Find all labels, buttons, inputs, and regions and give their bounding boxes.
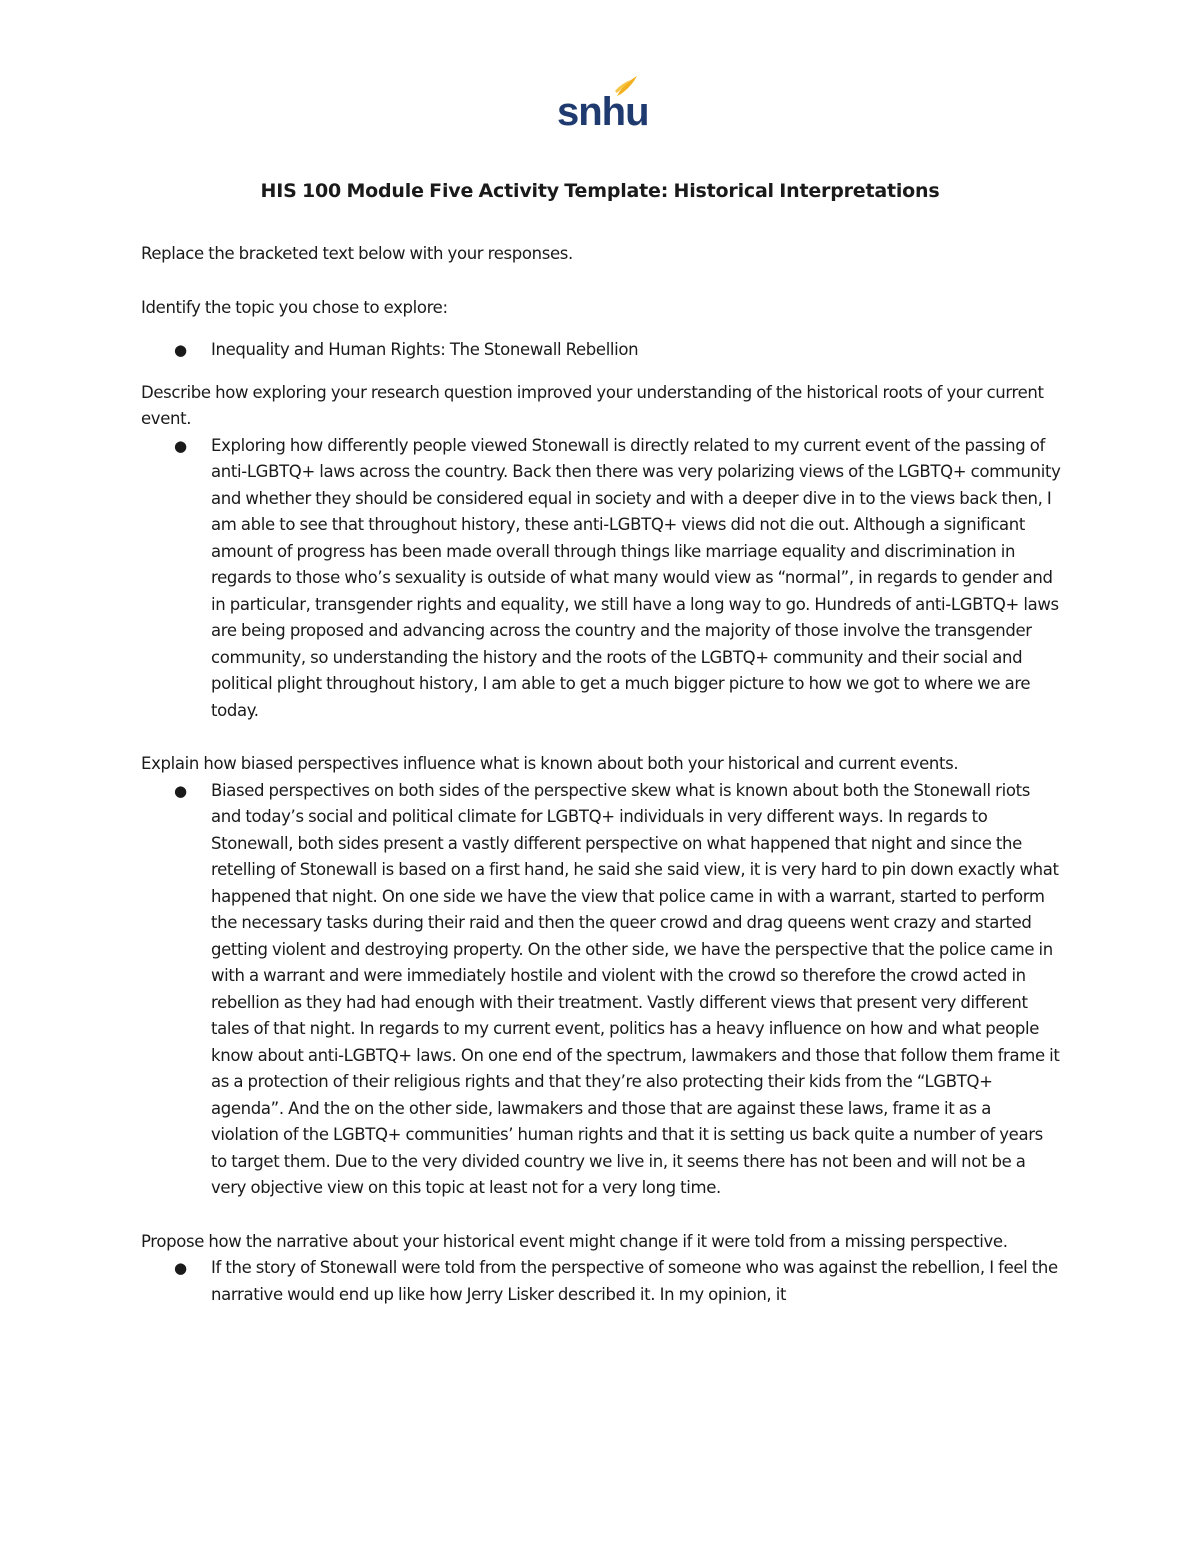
snhu-logo bbox=[553, 74, 649, 134]
section-prompt: Explain how biased perspectives influence what is known about both your historical and current events. bbox=[141, 754, 959, 773]
section-response: Exploring how differently people viewed Stonewall is directly related to my current event of the passing of anti-LGBTQ+ laws across the country. Back then there was very polarizing views of the LGBTQ+ community and whether they should be considered equal in society and with a deeper dive in to the views back then, I am able to see that throughout history, these anti-LGBTQ+ views did not die out. Although a significant amount of progress has been made overall through things like marriage equality and discrimination in regards to those who’s sexuality is outside of what many would view as “normal”, in regards to gender and in particular, transgender rights and equality, we still have a long way to go. Hundreds of anti-LGBTQ+ laws are being proposed and advancing across the country and the majority of those involve the transgender community, so understanding the history and the roots of the LGBTQ+ community and their social and political plight throughout history, I am able to get a much bigger picture to how we got to where we are today. bbox=[211, 435, 1061, 720]
section-prompt: Identify the topic you chose to explore: bbox=[141, 297, 448, 317]
bullet-icon: ● bbox=[174, 436, 187, 455]
bullet-icon: ● bbox=[174, 781, 187, 800]
bullet-icon: ● bbox=[174, 1259, 187, 1277]
section-prompt: Describe how exploring your research question improved your understanding of the historical roots of your current event. bbox=[141, 382, 1044, 428]
section-response: Biased perspectives on both sides of the perspective skew what is known about both the Stonewall riots and today’s social and political climate for LGBTQ+ individuals in very different ways. In regards to Stonewall, both sides present a vastly different perspective on what happened that night and since the retelling of Stonewall is based on a first hand, he said she said view, it is very hard to pin down exactly what happened that night. On one side we have the view that police came in with a warrant, started to perform the necessary tasks during their raid and then the queer crowd and drag queens went crazy and started getting violent and destroying property. On the other side, we have the perspective that the police came in with a warrant and were immediately hostile and violent with the crowd so therefore the crowd acted in rebellion as they had had enough with their treatment. Vastly different views that present very different tales of that night. In regards to my current event, politics has a heavy influence on how and what people know about anti-LGBTQ+ laws. On one end of the spectrum, lawmakers and those that follow them frame it as a protection of their religious rights and that they’re also protecting their kids from the “LGBTQ+ agenda”. And the on the other side, lawmakers and those that are against these laws, frame it as a violation of the LGBTQ+ communities’ human rights and that it is setting us back quite a number of years to target them. Due to the very divided country we live in, it seems there has not been and will not be a very objective view on this topic at least not for a very long time. bbox=[211, 780, 1060, 1197]
section-response: If the story of Stonewall were told from the perspective of someone who was against the rebellion, I feel the narrative would end up like how Jerry Lisker described it. In my opinion, it bbox=[211, 1258, 1058, 1304]
response-list bbox=[141, 1255, 1061, 1308]
response-list bbox=[141, 337, 1061, 364]
section-response: Inequality and Human Rights: The Stonewall Rebellion bbox=[211, 340, 639, 359]
page-title: HIS 100 Module Five Activity Template: Historical Interpretations bbox=[260, 180, 940, 202]
list-item bbox=[141, 337, 1061, 364]
response-list bbox=[141, 433, 1061, 725]
list-item bbox=[141, 1255, 1061, 1308]
document-body bbox=[141, 241, 1061, 1308]
list-item bbox=[141, 433, 1061, 725]
section-prompt: Propose how the narrative about your historical event might change if it were told from a missing perspective. bbox=[141, 1231, 1008, 1251]
logo-text: snhu bbox=[557, 90, 649, 134]
bullet-icon: ● bbox=[174, 341, 187, 359]
instructions: Replace the bracketed text below with your responses. bbox=[141, 244, 573, 263]
response-list bbox=[141, 778, 1061, 1202]
list-item bbox=[141, 778, 1061, 1202]
